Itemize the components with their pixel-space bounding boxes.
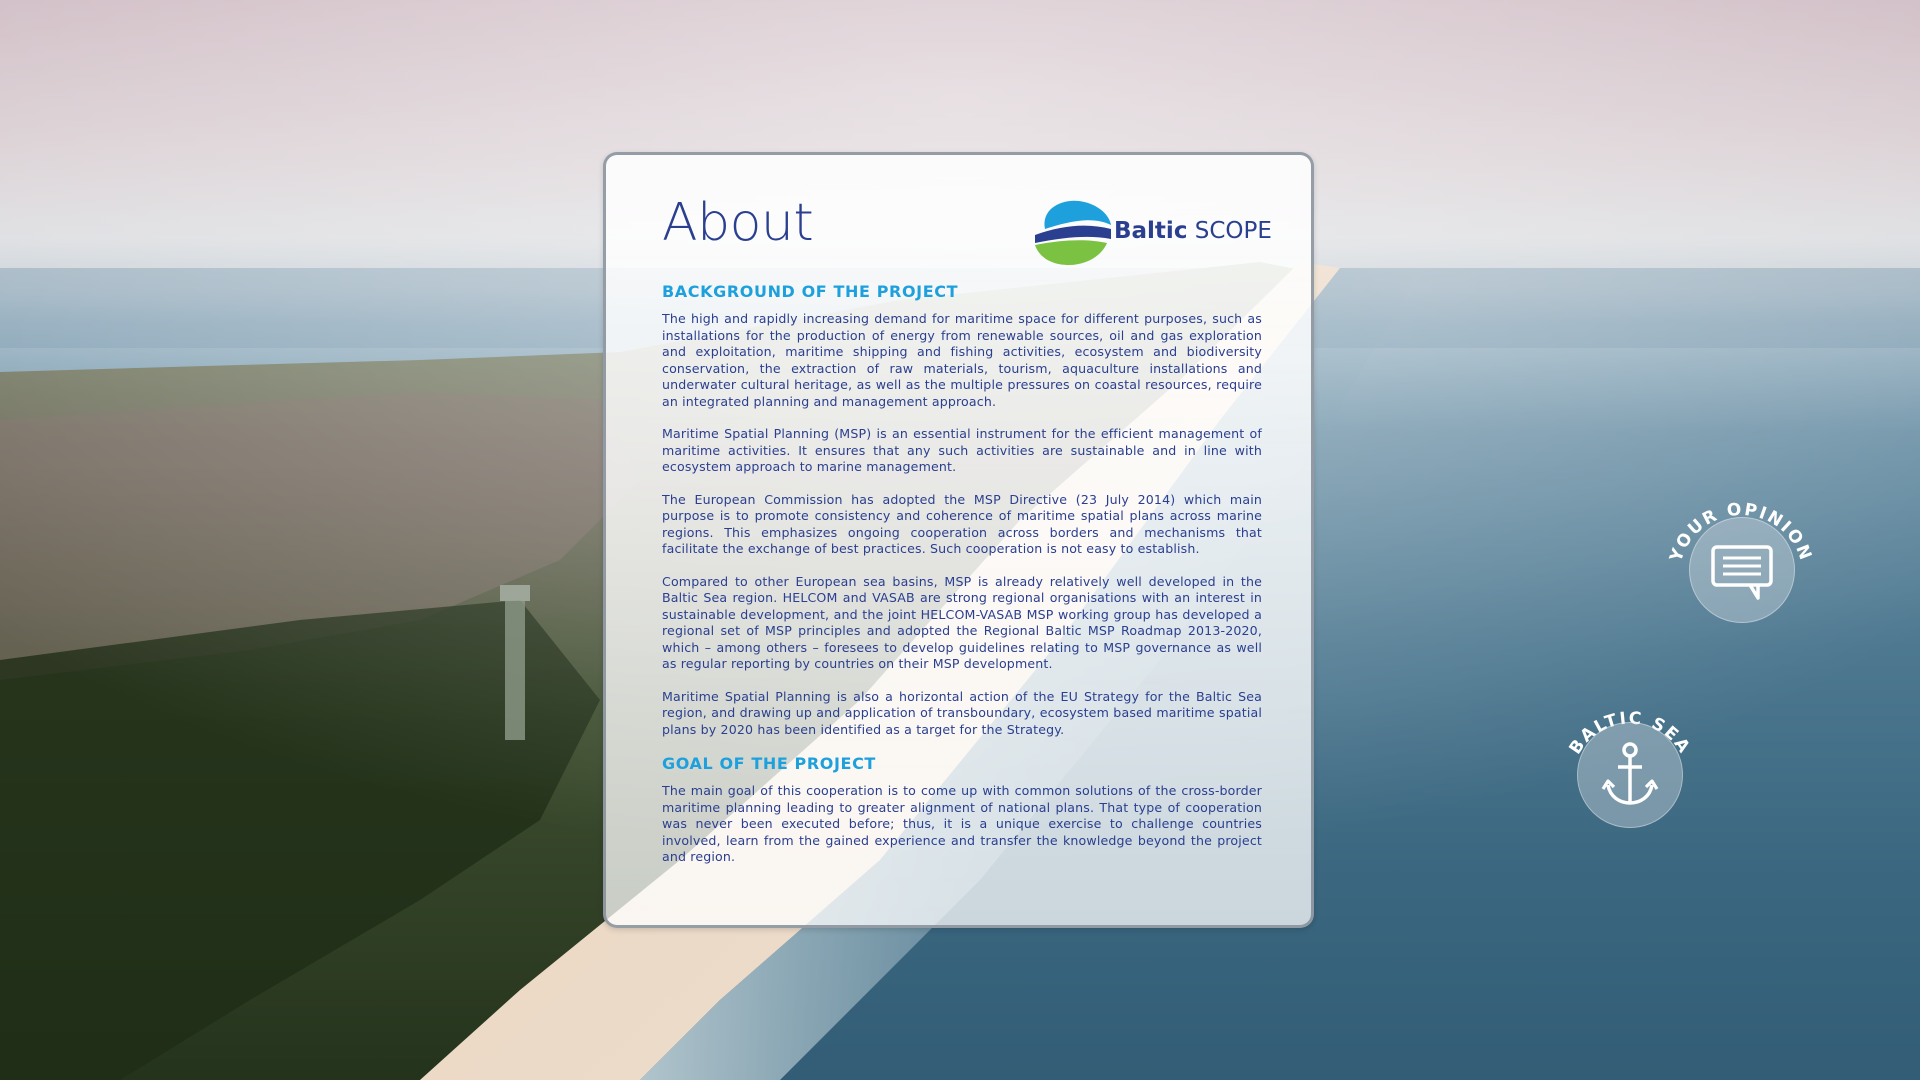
page-title: About <box>662 193 814 253</box>
speech-bubble-icon <box>1690 518 1794 622</box>
your-opinion-label: YOUR OPINION <box>1666 499 1816 565</box>
background-paragraph-1: The high and rapidly increasing demand for maritime space for different purposes, such as installations for the production of energy from renewable sources, oil and gas exploration and exploitation, maritime shipping and fishing activities, ecosystem and biodiversity conservation, the extraction of raw materials, tourism, aquaculture installations and underwater cultural heritage, as well as the multiple pressures on coastal resources, require an integrated planning and management approach. <box>662 311 1262 409</box>
baltic-sea-label: BALTIC SEA <box>1565 708 1695 759</box>
logo-word-scope: SCOPE <box>1194 218 1272 244</box>
about-panel <box>603 152 1314 928</box>
logo-word-baltic: Baltic <box>1114 218 1188 244</box>
background-heading: BACKGROUND OF THE PROJECT <box>662 282 959 301</box>
about-content <box>662 282 1262 882</box>
goal-paragraph-1: The main goal of this cooperation is to come up with common solutions of the cross-border maritime planning leading to greater alignment of national plans. That type of cooperation was never been executed before; thus, it is a unique exercise to challenge countries involved, learn from the gained experience and transfer the knowledge beyond the project and region. <box>662 783 1262 864</box>
goal-heading: GOAL OF THE PROJECT <box>662 754 876 773</box>
baltic-scope-logo <box>1029 195 1272 267</box>
background-paragraph-5: Maritime Spatial Planning is also a horizontal action of the EU Strategy for the Baltic Sea region, and drawing up and application of transboundary, ecosystem based maritime spatial plans by 2020 has been identified as a target for the Strategy. <box>662 688 1262 737</box>
background-paragraph-2: Maritime Spatial Planning (MSP) is an essential instrument for the efficient management of maritime activities. It ensures that any such activities are sustainable and in line with ecosystem approach to marine management. <box>662 426 1262 474</box>
background-paragraph-4: Compared to other European sea basins, MSP is already relatively well developed in the Baltic Sea region. HELCOM and VASAB are strong regional organisations with an interest in sustainable development, and the joint HELCOM-VASAB MSP working group has developed a regional set of MSP principles and adopted the Regional Baltic MSP Roadmap 2013-2020, which – among others – foresees to develop guidelines relating to MSP governance as well as regular reporting by countries on their MSP development. <box>662 573 1262 671</box>
anchor-icon <box>1578 723 1682 827</box>
your-opinion-button[interactable] <box>1689 517 1795 623</box>
background-paragraph-3: The European Commission has adopted the MSP Directive (23 July 2014) which main purpose is to promote consistency and coherence of maritime spatial plans across marine regions. This emphasizes ongoing cooperation across borders and mechanisms that facilitate the exchange of best practices. Such cooperation is not easy to establish. <box>662 491 1262 556</box>
logo-wordmark <box>1114 218 1272 244</box>
baltic-scope-logo-mark <box>1029 195 1115 267</box>
baltic-sea-button[interactable] <box>1577 722 1683 828</box>
